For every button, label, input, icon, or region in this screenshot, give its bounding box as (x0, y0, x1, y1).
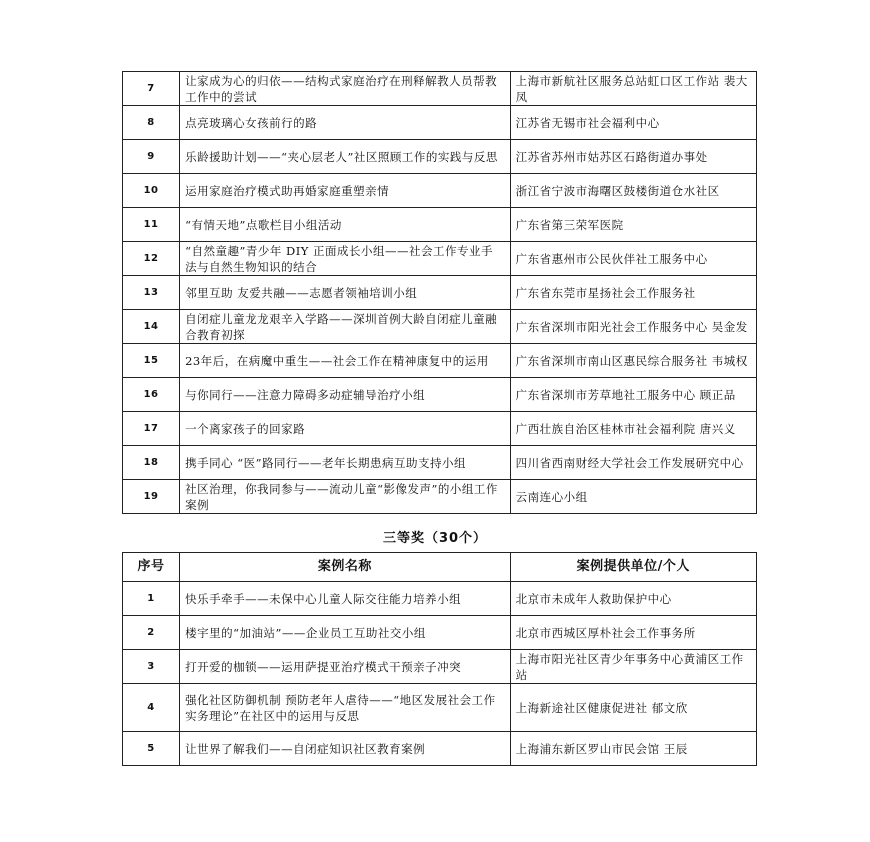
row-number: 5 (123, 732, 180, 766)
table-row (123, 310, 757, 344)
case-provider: 上海市新航社区服务总站虹口区工作站 裴大凤 (510, 72, 756, 106)
case-provider: 上海新途社区健康促进社 郁文欣 (510, 684, 756, 732)
case-name: 社区治理，你我同参与——流动儿童“影像发声”的小组工作案例 (180, 480, 511, 514)
table-row (123, 480, 757, 514)
row-number: 11 (123, 208, 180, 242)
row-number: 2 (123, 616, 180, 650)
row-number: 10 (123, 174, 180, 208)
row-number: 7 (123, 72, 180, 106)
case-provider: 广东省深圳市芳草地社工服务中心 顾正品 (510, 378, 756, 412)
row-number: 19 (123, 480, 180, 514)
row-number: 4 (123, 684, 180, 732)
row-number: 17 (123, 412, 180, 446)
case-provider: 北京市未成年人救助保护中心 (510, 582, 756, 616)
case-name: 与你同行——注意力障碍多动症辅导治疗小组 (180, 378, 511, 412)
case-provider: 北京市西城区厚朴社会工作事务所 (510, 616, 756, 650)
table-row (123, 140, 757, 174)
row-number: 16 (123, 378, 180, 412)
third-prize-table (122, 552, 757, 766)
table-body (123, 72, 757, 514)
case-provider: 广东省深圳市南山区惠民综合服务社 韦城权 (510, 344, 756, 378)
table-row (123, 242, 757, 276)
row-number: 3 (123, 650, 180, 684)
table-row (123, 684, 757, 732)
second-prize-table-continued (122, 71, 757, 514)
table-row (123, 106, 757, 140)
case-name: 点亮玻璃心女孩前行的路 (180, 106, 511, 140)
case-provider: 广西壮族自治区桂林市社会福利院 唐兴义 (510, 412, 756, 446)
case-provider: 四川省西南财经大学社会工作发展研究中心 (510, 446, 756, 480)
case-provider: 广东省惠州市公民伙伴社工服务中心 (510, 242, 756, 276)
row-number: 1 (123, 582, 180, 616)
table-row (123, 208, 757, 242)
case-name: 强化社区防御机制 预防老年人虐待——“地区发展社会工作实务理论”在社区中的运用与反思 (180, 684, 511, 732)
case-provider: 广东省东莞市星扬社会工作服务社 (510, 276, 756, 310)
case-name: 乐龄援助计划——“夹心层老人”社区照顾工作的实践与反思 (180, 140, 511, 174)
table-row (123, 412, 757, 446)
case-name: 23年后，在病魔中重生——社会工作在精神康复中的运用 (180, 344, 511, 378)
case-provider: 浙江省宁波市海曙区鼓楼街道仓水社区 (510, 174, 756, 208)
case-name: 自闭症儿童龙龙艰辛入学路——深圳首例大龄自闭症儿童融合教育初探 (180, 310, 511, 344)
header-row (123, 553, 757, 582)
table-row (123, 72, 757, 106)
table-row (123, 446, 757, 480)
case-name: 携手同心 “医”路同行——老年长期患病互助支持小组 (180, 446, 511, 480)
table-row (123, 344, 757, 378)
case-name: 让家成为心的归依——结构式家庭治疗在刑释解教人员帮教工作中的尝试 (180, 72, 511, 106)
table-row (123, 650, 757, 684)
header-provider: 案例提供单位/个人 (510, 553, 756, 582)
case-name: 邻里互助 友爱共融——志愿者领袖培训小组 (180, 276, 511, 310)
case-provider: 广东省深圳市阳光社会工作服务中心 吴金发 (510, 310, 756, 344)
case-provider: 江苏省苏州市姑苏区石路街道办事处 (510, 140, 756, 174)
row-number: 18 (123, 446, 180, 480)
table-body (123, 582, 757, 766)
case-name: 运用家庭治疗模式助再婚家庭重塑亲情 (180, 174, 511, 208)
case-name: 楼宇里的“加油站”——企业员工互助社交小组 (180, 616, 511, 650)
row-number: 14 (123, 310, 180, 344)
table-row (123, 276, 757, 310)
case-provider: 广东省第三荣军医院 (510, 208, 756, 242)
table-row (123, 378, 757, 412)
row-number: 13 (123, 276, 180, 310)
header-no: 序号 (123, 553, 180, 582)
table-row (123, 174, 757, 208)
row-number: 8 (123, 106, 180, 140)
table-header (123, 553, 757, 582)
row-number: 12 (123, 242, 180, 276)
case-name: 打开爱的枷锁——运用萨提亚治疗模式干预亲子冲突 (180, 650, 511, 684)
case-name: 让世界了解我们——自闭症知识社区教育案例 (180, 732, 511, 766)
case-provider: 云南连心小组 (510, 480, 756, 514)
header-case-name: 案例名称 (180, 553, 511, 582)
row-number: 15 (123, 344, 180, 378)
case-name: “自然童趣”青少年 DIY 正面成长小组——社会工作专业手法与自然生物知识的结合 (180, 242, 511, 276)
table-row (123, 732, 757, 766)
case-name: 快乐手牵手——未保中心儿童人际交往能力培养小组 (180, 582, 511, 616)
case-provider: 江苏省无锡市社会福利中心 (510, 106, 756, 140)
table-row (123, 582, 757, 616)
third-prize-heading: 三等奖（30个） (382, 531, 488, 546)
case-provider: 上海市阳光社区青少年事务中心黄浦区工作站 (510, 650, 756, 684)
case-name: 一个离家孩子的回家路 (180, 412, 511, 446)
table-row (123, 616, 757, 650)
case-name: “有情天地”点歌栏目小组活动 (180, 208, 511, 242)
row-number: 9 (123, 140, 180, 174)
case-provider: 上海浦东新区罗山市民会馆 王辰 (510, 732, 756, 766)
